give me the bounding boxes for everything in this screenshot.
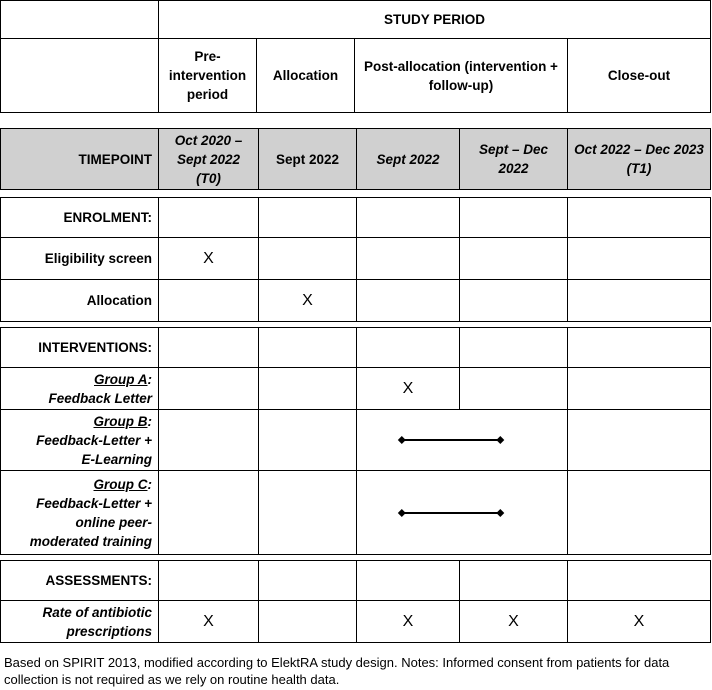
eligibility-screen-label: Eligibility screen <box>1 238 159 280</box>
assessment-t1-mark: X <box>568 601 711 643</box>
group-c-duration-line <box>357 507 567 519</box>
phase-pre-intervention: Pre-intervention period <box>159 39 257 113</box>
rate-antibiotic-label: Rate of antibiotic prescriptions <box>1 601 159 643</box>
allocation-mark: X <box>259 280 357 322</box>
timepoint-label: TIMEPOINT <box>1 129 159 190</box>
group-a-name: Group A <box>94 371 148 387</box>
study-period-table <box>0 0 711 113</box>
group-a-label: Group A: Feedback Letter <box>1 368 159 410</box>
eligibility-t0-mark: X <box>159 238 259 280</box>
group-b-label: Group B: Feedback-Letter + E-Learning <box>1 410 159 471</box>
interventions-label: INTERVENTIONS: <box>1 328 159 368</box>
timepoint-allocation: Sept 2022 <box>259 129 357 190</box>
group-c-name: Group C <box>93 476 148 492</box>
notes-text: Based on SPIRIT 2013, modified according to ElektRA study design. Notes: Informed consent from patients for data collection is not required as we rely on routine health data. <box>4 655 670 687</box>
phase-allocation: Allocation <box>257 39 355 113</box>
enrolment-label: ENROLMENT: <box>1 198 159 238</box>
empty-corner <box>1 1 159 39</box>
assessment-intervention-mark: X <box>357 601 460 643</box>
assessment-followup-mark: X <box>460 601 568 643</box>
study-period-title: STUDY PERIOD <box>159 1 711 39</box>
timepoint-intervention: Sept 2022 <box>357 129 460 190</box>
assessments-label: ASSESSMENTS: <box>1 561 159 601</box>
timepoint-t1: Oct 2022 – Dec 2023 (T1) <box>568 129 711 190</box>
group-c-duration <box>357 471 568 555</box>
allocation-label: Allocation <box>1 280 159 322</box>
phase-post-allocation: Post-allocation (intervention + follow-up) <box>355 39 568 113</box>
group-b-duration <box>357 410 568 471</box>
timepoint-followup: Sept – Dec 2022 <box>460 129 568 190</box>
group-a-desc: Feedback Letter <box>48 390 152 406</box>
group-b-name: Group B <box>93 413 148 429</box>
group-b-duration-line <box>357 434 567 446</box>
empty-cell <box>1 39 159 113</box>
separator-row <box>1 190 711 198</box>
group-c-label: Group C: Feedback-Letter + online peer- moderated training <box>1 471 159 555</box>
assessment-t0-mark: X <box>159 601 259 643</box>
timepoint-t0: Oct 2020 – Sept 2022 (T0) <box>159 129 259 190</box>
group-a-mark: X <box>357 368 460 410</box>
phase-close-out: Close-out <box>568 39 711 113</box>
schedule-table <box>0 128 711 643</box>
